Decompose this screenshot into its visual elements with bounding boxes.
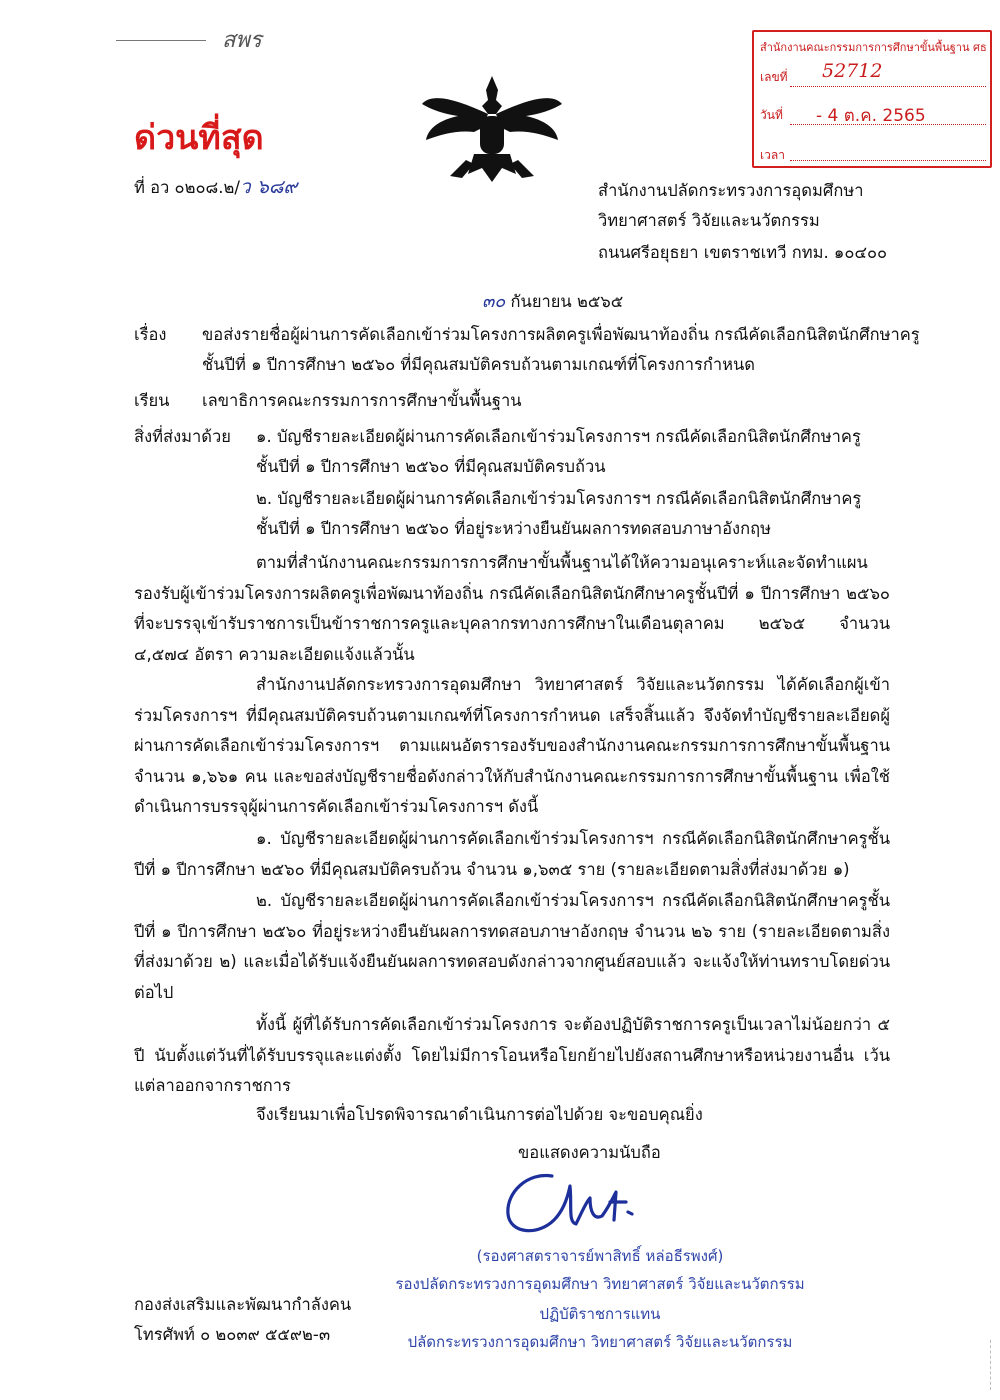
subject-line-1: ขอส่งรายชื่อผู้ผ่านการคัดเลือกเข้าร่วมโครงการผลิตครูเพื่อพัฒนาท้องถิ่น กรณีคัดเลือกนิสิตนักศึกษาครู [202,325,920,344]
body-paragraph-1: ตามที่สำนักงานคณะกรรมการการศึกษาขั้นพื้นฐานได้ให้ความอนุเคราะห์และจัดทำแผนรองรับผู้เข้าร่วมโครงการผลิตครูเพื่อพัฒนาท้องถิ่น กรณีคัดเลือกนิสิตนักศึกษาครูชั้นปีที่ ๑ ปีการศึกษา ๒๕๖๐ ที่จะบรรจุเข้ารับราชการเป็นข้าราชการครูและบุคลากรทางการศึกษาในเดือนตุลาคม ๒๕๖๕ จำนวน ๔,๕๗๔ อัตรา ความละเอียดแจ้งแล้วนั้น [134,553,890,664]
stamp-time-label: เวลา [760,148,785,162]
doc-number-handwritten: ว ๖๘๙ [239,176,298,198]
stamp-time-line [790,160,986,161]
footer-phone: โทรศัพท์ ๐ ๒๐๓๙ ๕๕๙๒-๓ [134,1325,331,1344]
closing-request: จึงเรียนมาเพื่อโปรดพิจารณาดำเนินการต่อไปด้วย จะขอบคุณยิ่ง [256,1105,703,1124]
doc-number [134,172,297,202]
receipt-stamp [752,30,992,168]
subject-line-2: ชั้นปีที่ ๑ ปีการศึกษา ๒๕๖๐ ที่มีคุณสมบัติครบถ้วนตามเกณฑ์ที่โครงการกำหนด [202,355,755,374]
letter-date-day: ๓๐ [482,291,506,312]
salutation-text: เลขาธิการคณะกรรมการการศึกษาขั้นพื้นฐาน [202,391,522,410]
doc-number-prefix: ที่ อว ๐๒๐๘.๒/ [134,178,240,197]
stamp-date-row [760,106,984,125]
stamp-date: - 4 ต.ค. 2565 [816,106,926,126]
enclosure-1-line-2: ชั้นปีที่ ๑ ปีการศึกษา ๒๕๖๐ ที่มีคุณสมบัติครบถ้วน [256,457,606,476]
closing-phrase: ขอแสดงความนับถือ [518,1143,661,1162]
signatory-position-3: ปลัดกระทรวงการอุดมศึกษา วิทยาศาสตร์ วิจัยและนวัตกรรม [407,1333,793,1351]
enclosures-label: สิ่งที่ส่งมาด้วย [134,427,231,446]
salutation-label: เรียน [134,391,170,410]
sender-address-line-1: สำนักงานปลัดกระทรวงการอุดมศึกษา [598,181,864,200]
enclosure-1-line-1: ๑. บัญชีรายละเอียดผู้ผ่านการคัดเลือกเข้าร่วมโครงการฯ กรณีคัดเลือกนิสิตนักศึกษาครู [256,427,861,446]
signature [498,1162,668,1240]
top-handwritten-note: สพร [222,28,262,53]
body-paragraph-2: สำนักงานปลัดกระทรวงการอุดมศึกษา วิทยาศาสตร์ วิจัยและนวัตกรรม ได้คัดเลือกผู้เข้าร่วมโครงการฯ ที่มีคุณสมบัติครบถ้วนตามเกณฑ์ที่โครงการกำหนด เสร็จสิ้นแล้ว จึงจัดทำบัญชีรายละเอียดผู้ผ่านการคัดเลือกเข้าร่วมโครงการฯ ตามแผนอัตรารองรับของสำนักงานคณะกรรมการการศึกษาขั้นพื้นฐาน จำนวน ๑,๖๖๑ คน และขอส่งบัญชีรายชื่อดังกล่าวให้กับสำนักงานคณะกรรมการการศึกษาขั้นพื้นฐาน เพื่อใช้ดำเนินการบรรจุผู้ผ่านการคัดเลือกเข้าร่วมโครงการฯ ดังนี้ [134,675,890,816]
stamp-number: 52712 [822,60,883,82]
signatory-position-1: รองปลัดกระทรวงการอุดมศึกษา วิทยาศาสตร์ วิจัยและนวัตกรรม [395,1275,805,1293]
stamp-time-row [760,146,984,165]
top-left-dash [116,40,206,41]
signatory-name: (รองศาสตราจารย์พาสิทธิ์ หล่อธีรพงศ์) [476,1247,724,1265]
urgency-label: ด่วนที่สุด [134,118,264,158]
garuda-emblem [418,70,566,188]
stamp-number-line [790,86,986,87]
enclosure-2-line-2: ชั้นปีที่ ๑ ปีการศึกษา ๒๕๖๐ ที่อยู่ระหว่างยืนยันผลการทดสอบภาษาอังกฤษ [256,519,771,538]
subject-label: เรื่อง [134,325,167,344]
footer-department: กองส่งเสริมและพัฒนากำลังคน [134,1295,352,1314]
stamp-date-line [790,124,986,125]
body-item-1: ๑. บัญชีรายละเอียดผู้ผ่านการคัดเลือกเข้าร่วมโครงการฯ กรณีคัดเลือกนิสิตนักศึกษาครูชั้นปีที่ ๑ ปีการศึกษา ๒๕๖๐ ที่มีคุณสมบัติครบถ้วน จำนวน ๑,๖๓๕ ราย (รายละเอียดตามสิ่งที่ส่งมาด้วย ๑) [134,829,890,879]
margin-mark [990,1340,992,1390]
sender-address-line-2: วิทยาศาสตร์ วิจัยและนวัตกรรม [598,211,820,230]
letter-date [482,286,623,315]
sender-address-line-3: ถนนศรีอยุธยา เขตราชเทวี กทม. ๑๐๔๐๐ [598,243,888,262]
enclosure-2-line-1: ๒. บัญชีรายละเอียดผู้ผ่านการคัดเลือกเข้าร่วมโครงการฯ กรณีคัดเลือกนิสิตนักศึกษาครู [256,489,862,508]
body-paragraph-3: ทั้งนี้ ผู้ที่ได้รับการคัดเลือกเข้าร่วมโครงการ จะต้องปฏิบัติราชการครูเป็นเวลาไม่น้อยกว่า ๕ ปี นับตั้งแต่วันที่ได้รับบรรจุและแต่งตั้ง โดยไม่มีการโอนหรือโยกย้ายไปยังสถานศึกษาหรือหน่วยงานอื่น เว้นแต่ลาออกจากราชการ [134,1015,890,1095]
signatory-position-2: ปฏิบัติราชการแทน [539,1305,661,1323]
letter-date-month-year: กันยายน ๒๕๖๕ [510,292,624,311]
stamp-date-label: วันที่ [760,108,783,122]
stamp-number-label: เลขที่ [760,70,788,84]
body-item-2: ๒. บัญชีรายละเอียดผู้ผ่านการคัดเลือกเข้าร่วมโครงการฯ กรณีคัดเลือกนิสิตนักศึกษาครูชั้นปีที่ ๑ ปีการศึกษา ๒๕๖๐ ที่อยู่ระหว่างยืนยันผลการทดสอบภาษาอังกฤษ จำนวน ๒๖ ราย (รายละเอียดตามสิ่งที่ส่งมาด้วย ๒) และเมื่อได้รับแจ้งยืนยันผลการทดสอบดังกล่าวจากศูนย์สอบแล้ว จะแจ้งให้ท่านทราบโดยด่วนต่อไป [134,891,890,1002]
stamp-number-row [760,60,984,87]
stamp-agency: สำนักงานคณะกรรมการการศึกษาขั้นพื้นฐาน ศธ [760,41,987,54]
